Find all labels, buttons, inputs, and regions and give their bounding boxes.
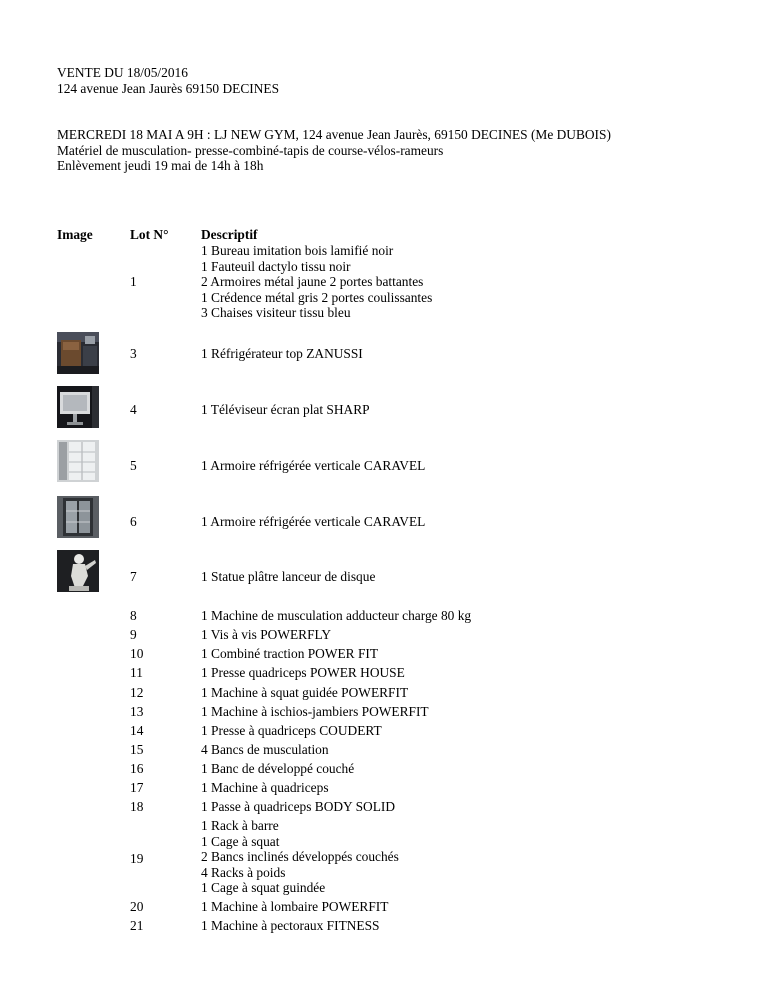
lot-number: 15 [130,742,144,757]
photo-cabinet-2 [57,496,99,538]
description-line: 1 Crédence métal gris 2 portes coulissantes [201,289,433,305]
lot-description: 1 Presse à quadriceps COUDERT [201,723,382,738]
column-header-lot: Lot N° [130,227,169,242]
lot-description: 1 Passe à quadriceps BODY SOLID [201,799,396,814]
lot-number: 5 [130,458,137,473]
lot-number: 18 [130,799,144,814]
lot-description: 1 Machine à squat guidée POWERFIT [201,685,409,700]
lot-description: 1 Banc de développé couché [201,761,355,776]
lot-description [201,818,399,896]
lot-description: 1 Combiné traction POWER FIT [201,646,379,661]
sale-header [57,65,279,96]
description-line: 1 Fauteuil dactylo tissu noir [201,258,351,274]
description-line: 2 Bancs inclinés développés couchés [201,849,399,864]
lot-description [201,243,432,321]
description-line: 2 Armoires métal jaune 2 portes battantes [201,274,424,289]
lot-description [201,569,375,585]
pickup-line: Enlèvement jeudi 19 mai de 14h à 18h [57,158,264,173]
lot-description [201,514,425,530]
lot-number: 13 [130,704,144,719]
lot-number: 14 [130,723,144,738]
lot-description: 1 Machine à lombaire POWERFIT [201,899,389,914]
lot-number: 4 [130,402,137,417]
lot-description: 1 Machine à pectoraux FITNESS [201,918,380,933]
lot-number: 7 [130,569,137,584]
lot-description: 1 Machine à ischios-jambiers POWERFIT [201,704,429,719]
lot-description: 1 Machine de musculation adducteur charge 80 kg [201,608,472,623]
lot-number: 17 [130,780,144,795]
lot-description [201,346,363,362]
lot-number: 12 [130,685,144,700]
lot-number: 16 [130,761,144,776]
description-line: 1 Réfrigérateur top ZANUSSI [201,346,363,361]
photo-statue [57,550,99,592]
photo-cabinet [57,440,99,482]
lot-description: 1 Vis à vis POWERFLY [201,627,332,642]
lot-number: 1 [130,274,137,289]
lot-description: 1 Machine à quadriceps [201,780,329,795]
lot-number: 8 [130,608,137,623]
lot-number: 20 [130,899,144,914]
lot-description [201,402,370,418]
lot-number: 10 [130,646,144,661]
description-line: 1 Cage à squat [201,833,280,849]
lot-number: 11 [130,665,143,680]
description-line: 1 Cage à squat guindée [201,880,326,895]
description-line: 4 Racks à poids [201,864,286,880]
sale-date: VENTE DU 18/05/2016 [57,65,188,80]
description-line: 1 Bureau imitation bois lamifié noir [201,243,394,258]
column-header-image: Image [57,227,93,242]
description-line: 1 Statue plâtre lanceur de disque [201,569,376,584]
description-line: 1 Rack à barre [201,818,279,833]
column-header-description: Descriptif [201,227,258,242]
event-info [57,127,611,174]
event-line: MERCREDI 18 MAI A 9H : LJ NEW GYM, 124 avenue Jean Jaurès, 69150 DECINES (Me DUBOIS) [57,127,611,142]
lot-number: 3 [130,346,137,361]
photo-tv [57,386,99,428]
photo-fridge [57,332,99,374]
lot-description [201,458,425,474]
lot-number: 19 [130,851,144,866]
description-line: 1 Téléviseur écran plat SHARP [201,402,370,417]
description-line: 3 Chaises visiteur tissu bleu [201,305,351,320]
material-line: Matériel de musculation- presse-combiné-tapis de course-vélos-rameurs [57,142,444,158]
lot-number: 9 [130,627,137,642]
lot-number: 6 [130,514,137,529]
sale-address: 124 avenue Jean Jaurès 69150 DECINES [57,80,280,96]
lot-description: 4 Bancs de musculation [201,742,329,757]
description-line: 1 Armoire réfrigérée verticale CARAVEL [201,514,426,529]
lot-number: 21 [130,918,144,933]
lot-description: 1 Presse quadriceps POWER HOUSE [201,665,405,680]
description-line: 1 Armoire réfrigérée verticale CARAVEL [201,458,426,473]
